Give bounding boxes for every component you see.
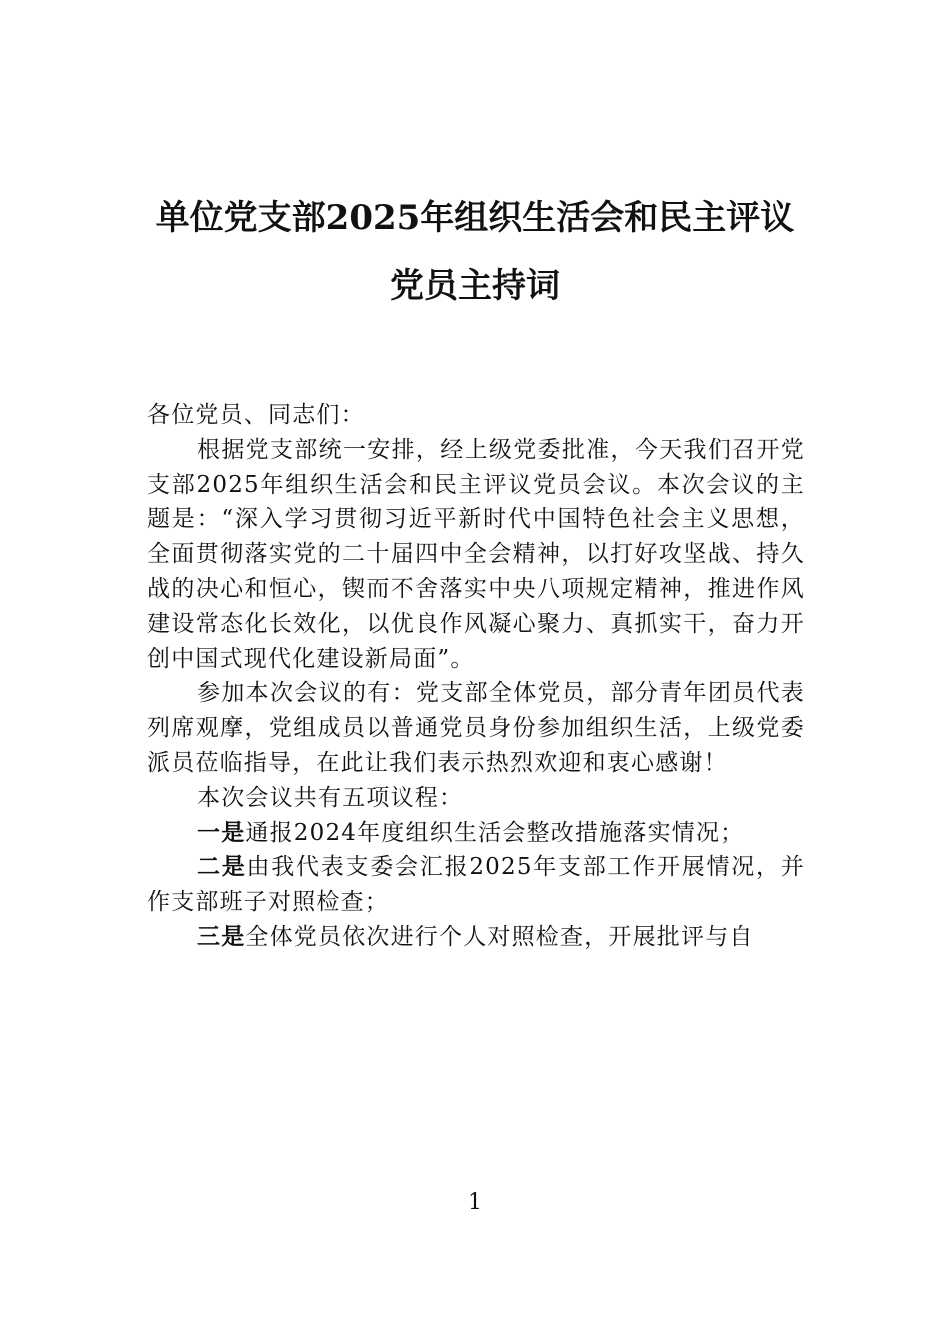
agenda-item-text: 通报2024年度组织生活会整改措施落实情况； <box>245 819 745 846</box>
page-number: 1 <box>468 1190 482 1215</box>
document-title-line-1: 单位党支部2025年组织生活会和民主评议 <box>155 198 795 238</box>
agenda-item-label: 三是 <box>197 922 246 950</box>
document-title-line-2: 党员主持词 <box>390 266 560 306</box>
salutation: 各位党员、同志们： <box>147 402 365 428</box>
agenda-item <box>147 850 805 920</box>
agenda-item-text: 由我代表支委会汇报2025年支部工作开展情况，并作支部班子对照检查； <box>147 854 805 916</box>
paragraph-agenda-intro: 本次会议共有五项议程： <box>197 784 464 811</box>
agenda-item <box>147 816 805 851</box>
agenda-item-text: 全体党员依次进行个人对照检查，开展批评与自 <box>245 923 754 950</box>
paragraph-intro: 根据党支部统一安排，经上级党委批准，今天我们召开党支部2025年组织生活会和民主评议党员会议。本次会议的主题是：“深入学习贯彻习近平新时代中国特色社会主义思想，全面贯彻落实党的二十届四中全会精神，以打好攻坚战、持久战的决心和恒心，锲而不舍落实中央八项规定精神，推进作风建设常态化长效化，以优良作风凝心聚力、真抓实干，奋力开创中国式现代化建设新局面”。 <box>147 436 805 672</box>
agenda-item-label: 一是 <box>197 818 246 846</box>
agenda-item <box>147 920 805 955</box>
paragraph-attendees: 参加本次会议的有：党支部全体党员，部分青年团员代表列席观摩，党组成员以普通党员身份参加组织生活，上级党委派员莅临指导，在此让我们表示热烈欢迎和衷心感谢！ <box>147 680 805 776</box>
agenda-item-label: 二是 <box>197 853 247 881</box>
document-body <box>147 398 805 955</box>
